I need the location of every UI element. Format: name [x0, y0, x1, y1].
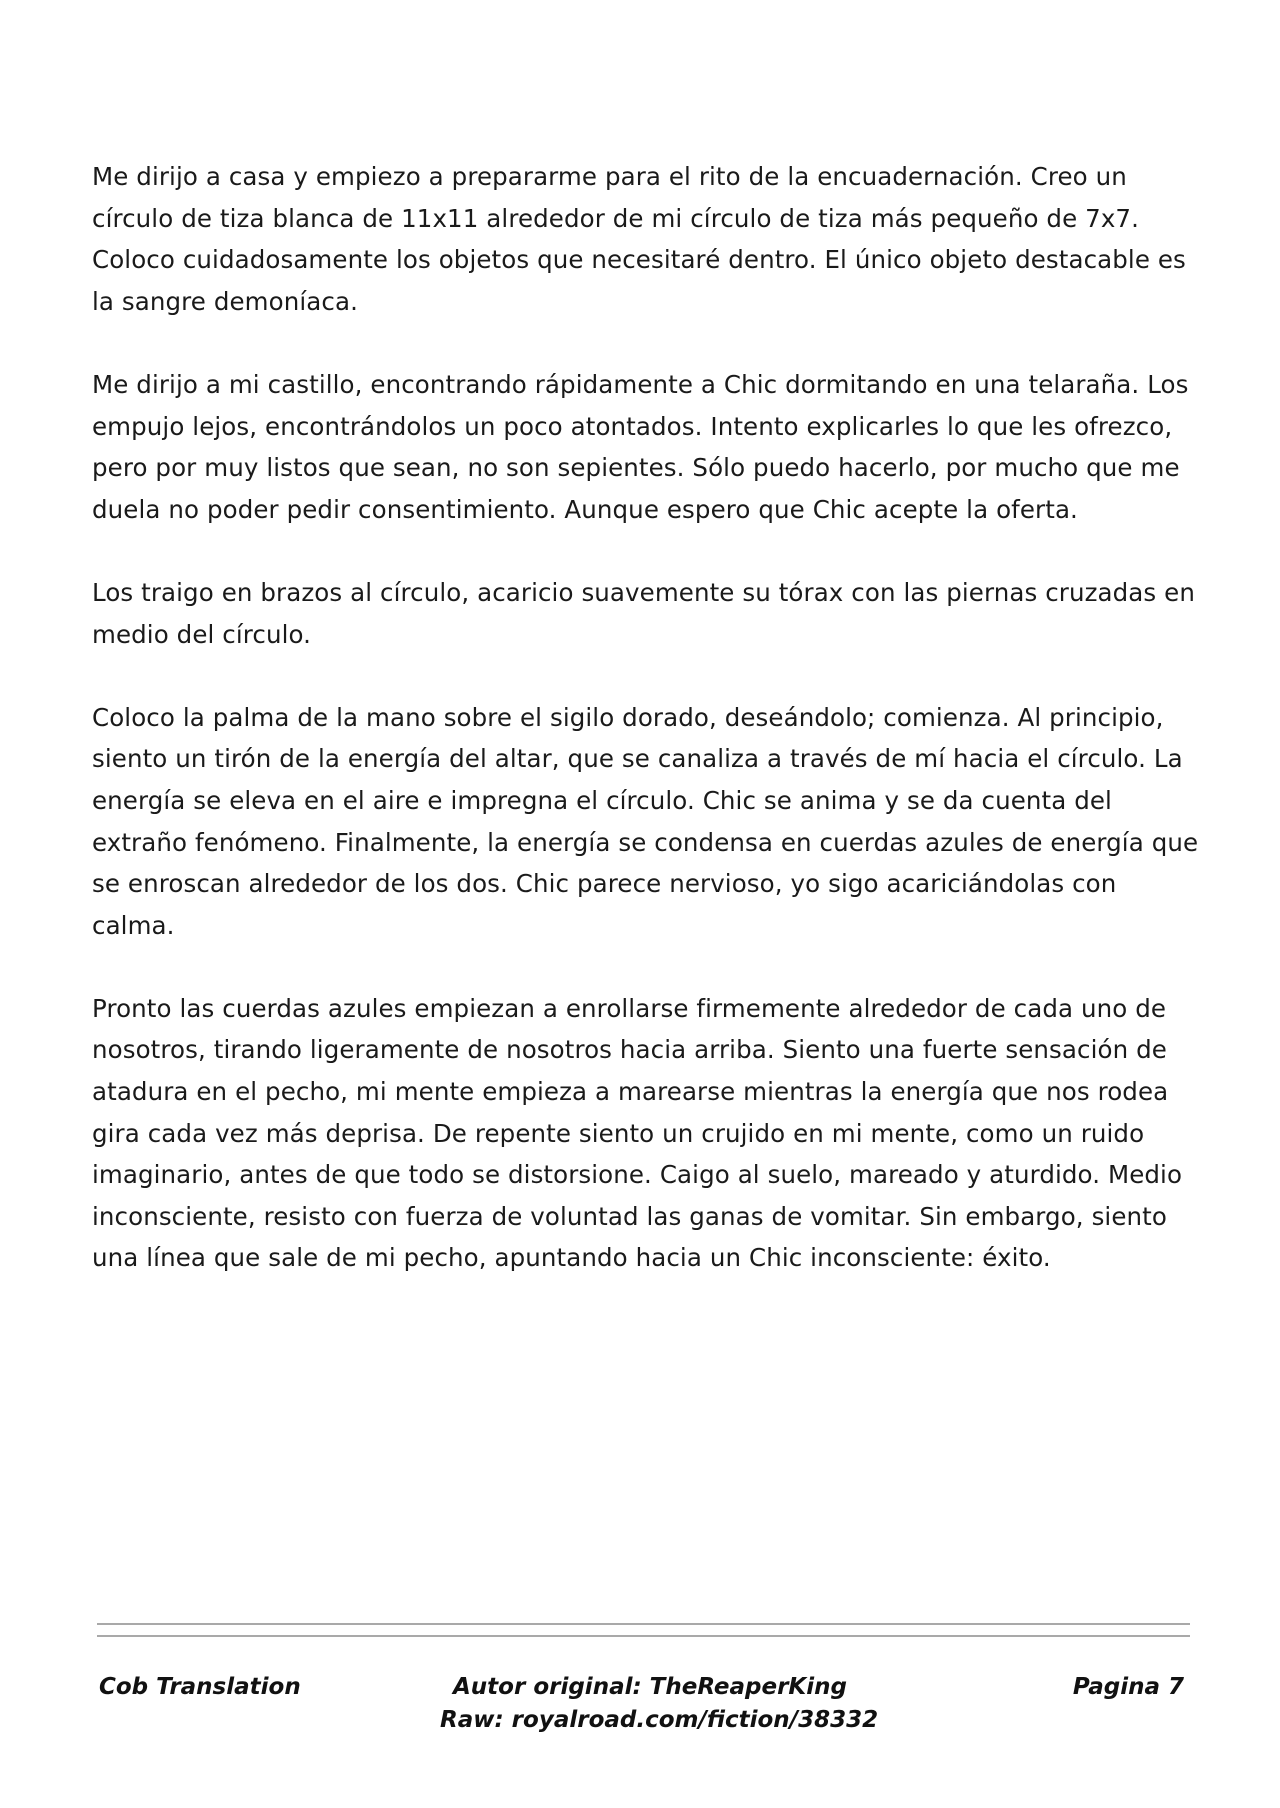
- footer-page-number: Pagina 7: [1072, 1674, 1184, 1700]
- paragraph-5: Pronto las cuerdas azules empiezan a enrollarse firmemente alrededor de cada uno de nosotros, tirando ligeramente de nosotros hacia arriba. Siento una fuerte sensación de atadura en el pecho, mi mente empieza a marearse mientras la energía que nos rodea gira cada vez más deprisa. De repente siento un crujido en mi mente, como un ruido imaginario, antes de que todo se distorsione. Caigo al suelo, mareado y aturdido. Medio inconsciente, resisto con fuerza de voluntad las ganas de vomitar. Sin embargo, siento una línea que sale de mi pecho, apuntando hacia un Chic inconsciente: éxito.: [92, 993, 1183, 1273]
- footer-raw-source: Raw: royalroad.com/fiction/38332: [440, 1707, 879, 1733]
- paragraph-2: Me dirijo a mi castillo, encontrando rápidamente a Chic dormitando en una telaraña. Los empujo lejos, encontrándolos un poco atontados. Intento explicarles lo que les ofrezco, pero por muy listos que sean, no son sepientes. Sólo puedo hacerlo, por mucho que me duela no poder pedir consentimiento. Aunque espero que Chic acepte la oferta.: [92, 369, 1189, 524]
- paragraph-4: Coloco la palma de la mano sobre el sigilo dorado, deseándolo; comienza. Al principio, siento un tirón de la energía del altar, que se canaliza a través de mí hacia el círculo. La energía se eleva en el aire e impregna el círculo. Chic se anima y se da cuenta del extraño fenómeno. Finalmente, la energía se condensa en cuerdas azules de energía que se enroscan alrededor de los dos. Chic parece nervioso, yo sigo acariciándolas con calma.: [92, 702, 1199, 940]
- paragraph-1: Me dirijo a casa y empiezo a prepararme para el rito de la encuadernación. Creo un círculo de tiza blanca de 11x11 alrededor de mi círculo de tiza más pequeño de 7x7. Coloco cuidadosamente los objetos que necesitaré dentro. El único objeto destacable es la sangre demoníaca.: [92, 162, 1186, 316]
- document-body: [92, 156, 1200, 1321]
- footer-divider-bottom: [97, 1635, 1190, 1637]
- paragraph-3: Los traigo en brazos al círculo, acaricio suavemente su tórax con las piernas cruzadas en medio del círculo.: [92, 577, 1195, 649]
- footer-author: Autor original: TheReaperKing: [453, 1674, 847, 1700]
- footer-translator: Cob Translation: [99, 1674, 301, 1700]
- footer-divider-top: [97, 1623, 1190, 1625]
- footer-author-credits: [440, 1671, 879, 1737]
